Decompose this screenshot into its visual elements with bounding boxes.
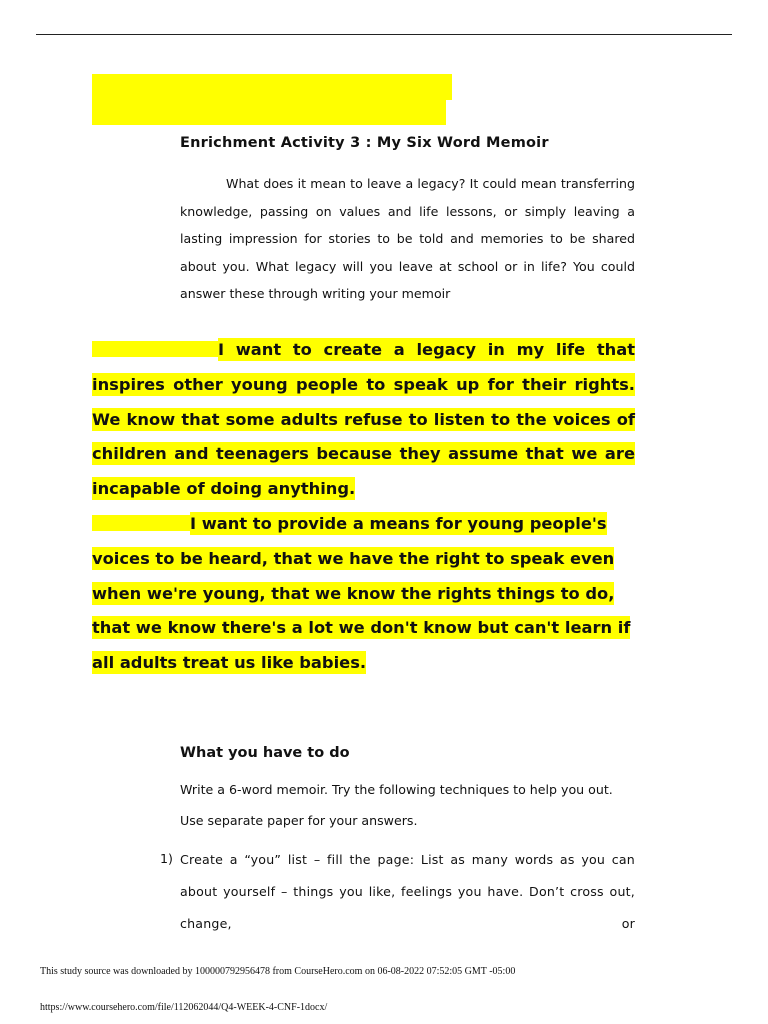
source-url: https://www.coursehero.com/file/112062044/Q4-WEEK-4-CNF-1docx/ bbox=[40, 1002, 328, 1013]
instruction-line-2: Use separate paper for your answers. bbox=[180, 813, 418, 828]
section-heading: What you have to do bbox=[180, 745, 350, 761]
answer-text-2: I want to provide a means for young people's voices to be heard, that we have the right to speak even when we're young, that we know the rights things to do, that we know there's a lot we don't know but can't learn if all adults treat us like babies. bbox=[92, 514, 631, 673]
intro-paragraph bbox=[180, 170, 635, 308]
highlight-indent bbox=[92, 515, 190, 531]
header-rule bbox=[36, 34, 732, 35]
answer-text-1: I want to create a legacy in my life that inspires other young people to speak up for their rights. We know that some adults refuse to listen to the voices of children and teenagers because they assume that we are incapable of doing anything. bbox=[92, 340, 635, 499]
highlight-indent bbox=[92, 341, 218, 357]
intro-text: What does it mean to leave a legacy? It could mean transferring knowledge, passing on values and life lessons, or simply leaving a lasting impression for stories to be told and memories to be shared about you. What legacy will you leave at school or in life? You could answer these through writing your memoir bbox=[180, 176, 635, 301]
highlighted-redaction-bottom bbox=[92, 100, 446, 125]
list-item-text: Create a “you” list – fill the page: List as many words as you can about yourself – things you like, feelings you have. Don’t cross out, change, or bbox=[180, 852, 635, 931]
answer-paragraph-2 bbox=[92, 507, 635, 681]
download-source-note: This study source was downloaded by 100000792956478 from CourseHero.com on 06-08-2022 07:52:05 GMT -05:00 bbox=[40, 966, 516, 977]
instruction-line-1: Write a 6-word memoir. Try the following techniques to help you out. bbox=[180, 782, 613, 797]
answer-paragraph-1 bbox=[92, 333, 635, 507]
activity-title: Enrichment Activity 3 : My Six Word Memoir bbox=[180, 135, 549, 151]
highlighted-redaction-top bbox=[92, 74, 452, 100]
list-item-number: 1) bbox=[160, 851, 173, 866]
